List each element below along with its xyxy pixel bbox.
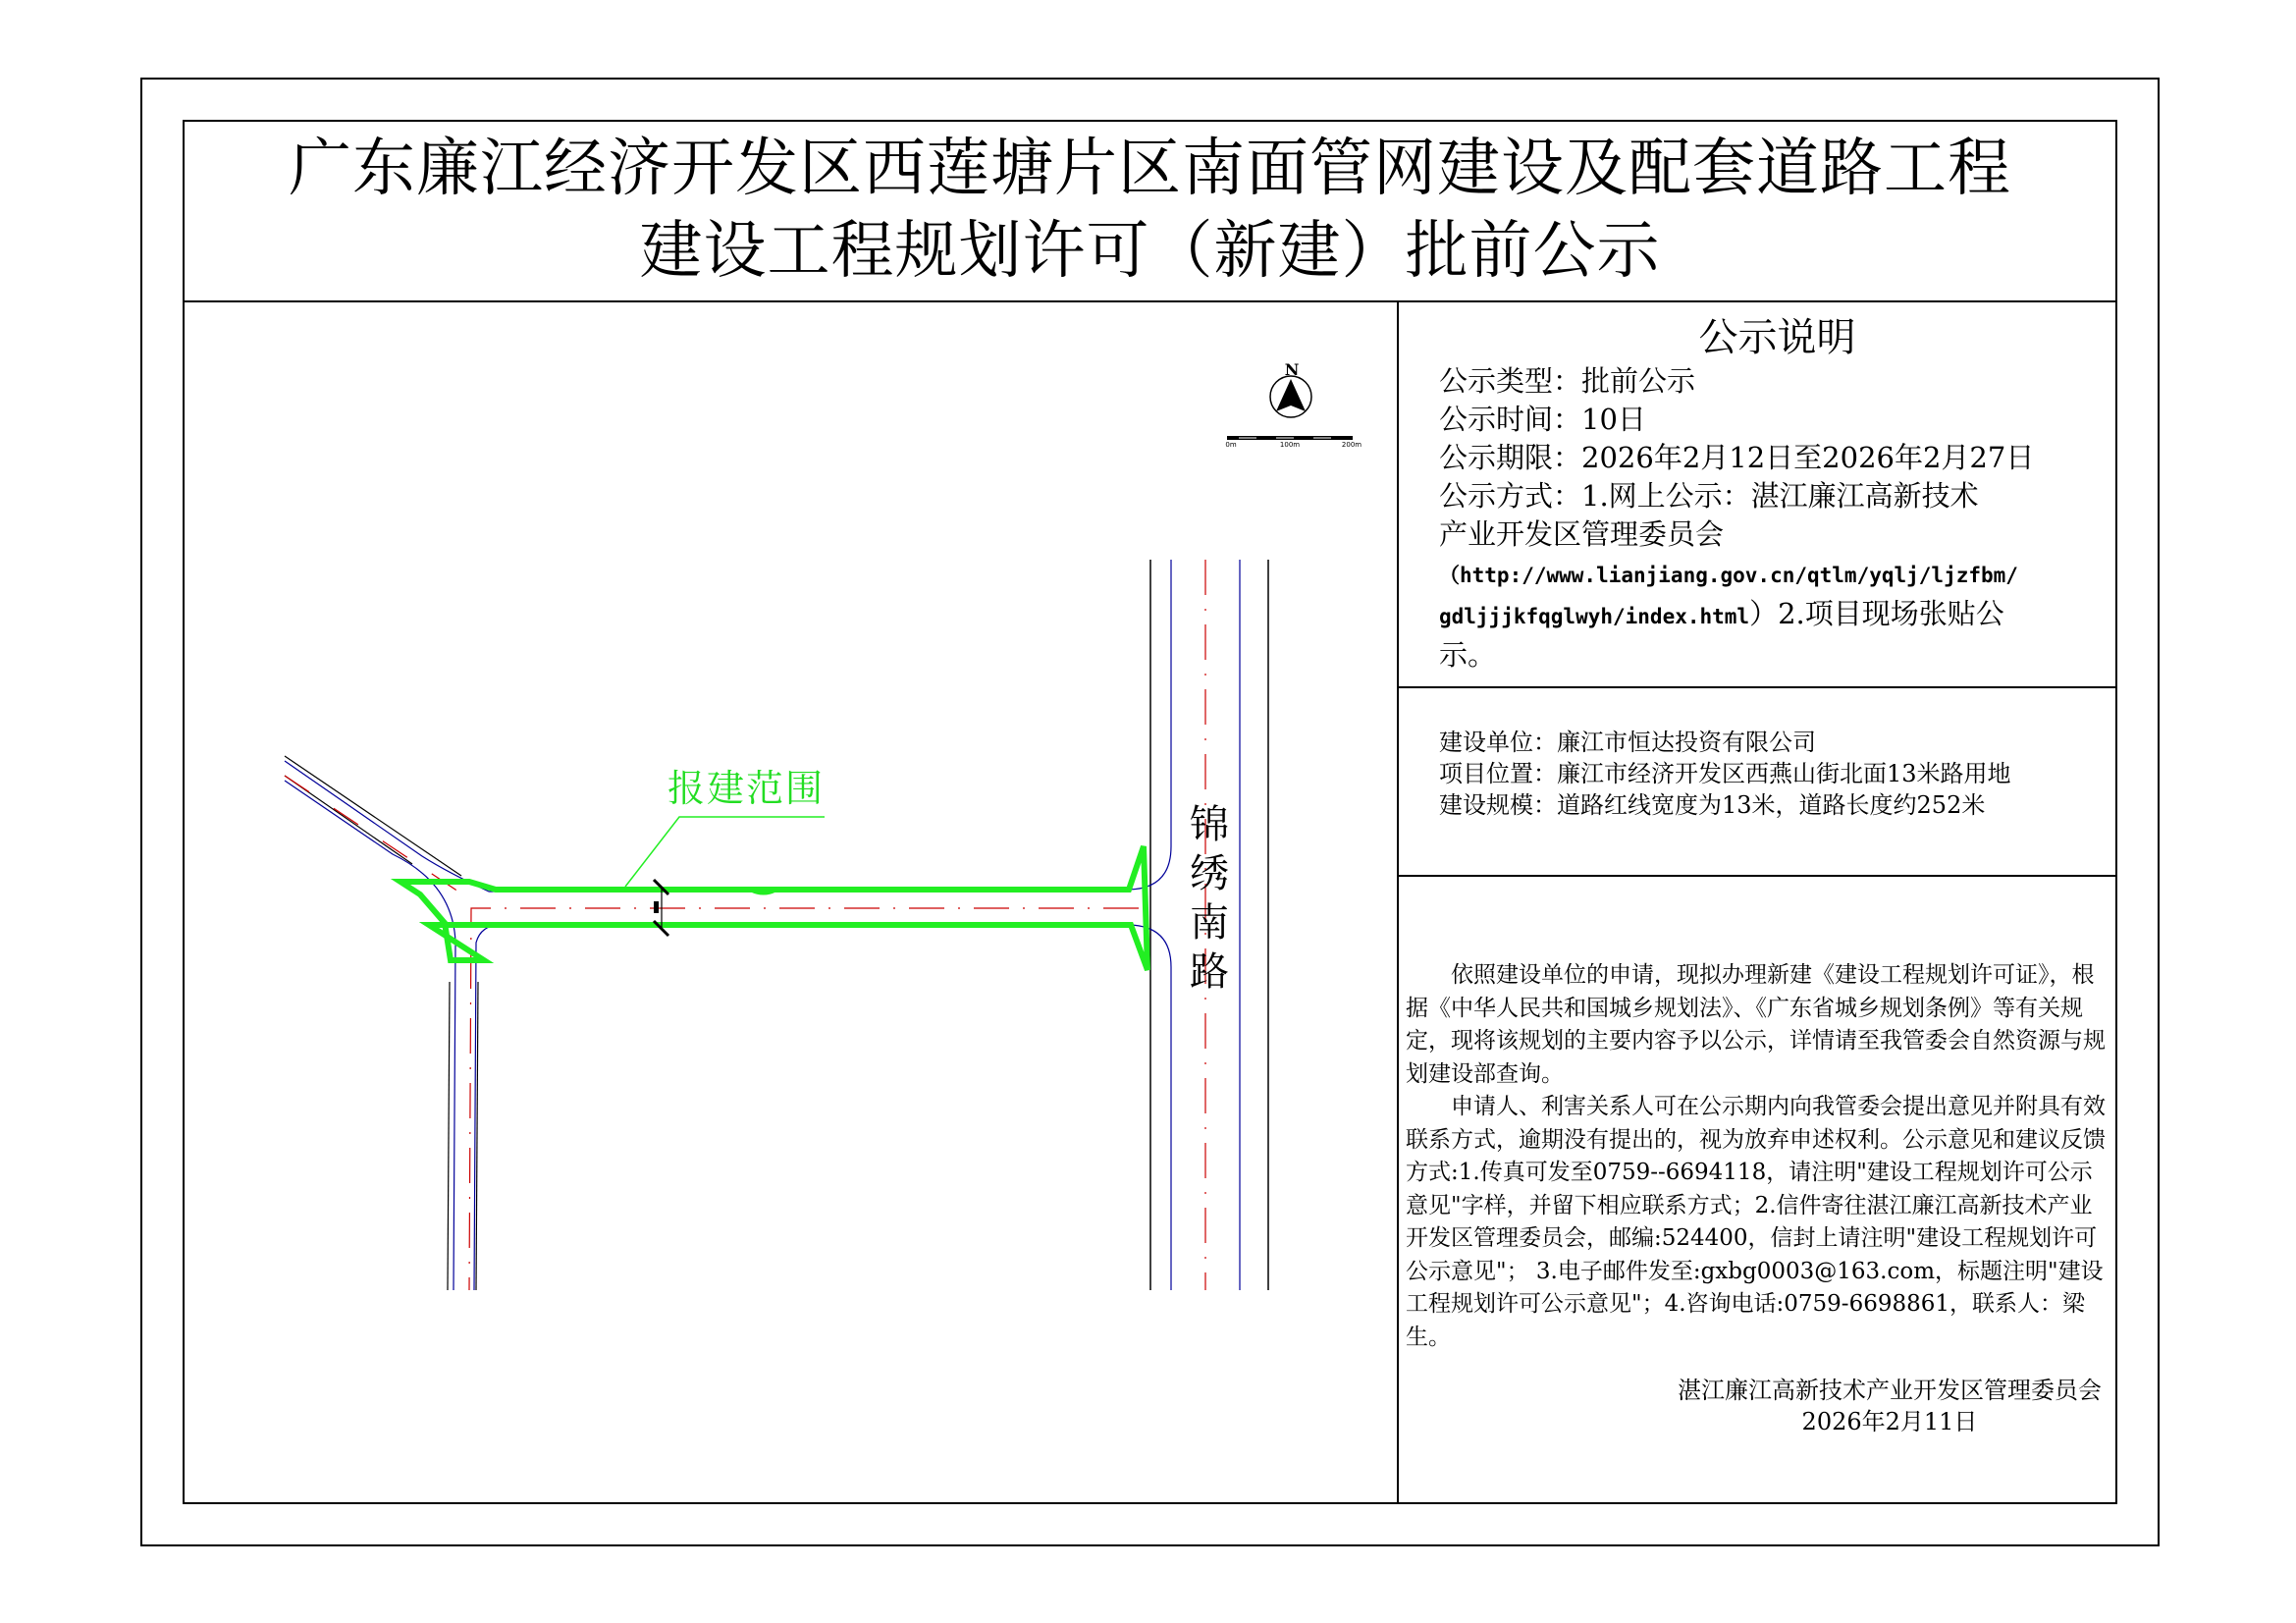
- project-location-value: 廉江市经济开发区西燕山街北面13米路用地: [1557, 760, 2011, 787]
- project-unit: [1400, 727, 2115, 758]
- project-scale: [1400, 789, 2115, 821]
- project-location: [1400, 758, 2115, 789]
- notice-method-onsite: ）2.项目现场张贴公: [1749, 597, 2004, 630]
- notice-type-label: 公示类型：: [1439, 364, 1582, 398]
- notice-duration: [1400, 401, 2115, 439]
- project-unit-value: 廉江市恒达投资有限公司: [1557, 729, 1816, 756]
- page-title-line1: 广东廉江经济开发区西莲塘片区南面管网建设及配套道路工程: [289, 133, 2011, 205]
- project-unit-label: 建设单位：: [1439, 729, 1557, 756]
- scale-bar: [1225, 436, 1362, 449]
- page-title-line2: 建设工程规划许可（新建）批前公示: [639, 215, 1661, 288]
- notice-url-part2[interactable]: gdljjjkfqglwyh/index.html: [1439, 605, 1750, 628]
- construction-scope-label: 报建范围: [667, 767, 826, 810]
- notice-type-value: 批前公示: [1581, 364, 1696, 398]
- svg-text:0m: 0m: [1225, 441, 1237, 449]
- planned-road: [285, 756, 1139, 1290]
- notice-method-end: 示。: [1439, 638, 1497, 672]
- construction-scope-outline: [400, 846, 1148, 970]
- notice-heading: 公示说明: [1698, 315, 1856, 360]
- signature-org: 湛江廉江高新技术产业开发区管理委员会: [1678, 1377, 2102, 1404]
- announcement-paragraph-2: 申请人、利害关系人可在公示期内向我管委会提出意见并附具有效联系方式，逾期没有提出的，视为放弃申述权利。公示意见和建议反馈方式:1.传真可发至0759--6694118，请注明"建设工程规划许可公示意见"字样，并留下相应联系方式；2.信件寄往湛江廉江高新技术产业开发区管理委员会，邮编:524400，信封上请注明"建设工程规划许可公示意见"； 3.电子邮件发至:gxbg0003@163.com，标题注明"建设工程规划许可公示意见"；4.咨询电话:0759-6698861，联系人：梁生。: [1406, 1094, 2106, 1350]
- notice-method-label: 公示方式：: [1439, 479, 1582, 513]
- project-scale-label: 建设规模：: [1439, 791, 1557, 819]
- notice-type: [1400, 362, 2115, 401]
- notice-url-line1: [1400, 554, 2115, 595]
- svg-text:100m: 100m: [1279, 441, 1301, 449]
- notice-duration-value: 10日: [1581, 403, 1646, 436]
- svg-text:200m: 200m: [1341, 441, 1362, 449]
- project-info-panel: [1400, 727, 2115, 821]
- vertical-divider: [1397, 301, 1399, 1504]
- notice-method-value: 1.网上公示：湛江廉江高新技术: [1581, 479, 1979, 513]
- title-block: [183, 120, 2117, 302]
- notice-period-value: 2026年2月12日至2026年2月27日: [1581, 441, 2035, 474]
- notice-url-part1[interactable]: （http://www.lianjiang.gov.cn/qtlm/yqlj/ljzfbm/: [1439, 564, 2018, 587]
- divider-info-project: [1398, 686, 2117, 688]
- project-scale-value: 道路红线宽度为13米，道路长度约252米: [1557, 791, 1986, 819]
- notice-url-line2: [1400, 595, 2115, 636]
- announcement-panel: [1400, 959, 2115, 1354]
- notice-period-label: 公示期限：: [1439, 441, 1582, 474]
- notice-info-panel: [1400, 303, 2115, 675]
- divider-project-announcement: [1398, 875, 2117, 877]
- svg-text:N: N: [1284, 360, 1300, 379]
- notice-method: [1400, 477, 2115, 515]
- scope-leader-line: [625, 817, 825, 887]
- announcement-body: [1400, 959, 2112, 1354]
- notice-period: [1400, 439, 2115, 477]
- signature-block: [1659, 1375, 2120, 1437]
- project-location-label: 项目位置：: [1439, 760, 1557, 787]
- notice-method-org: 产业开发区管理委员会: [1439, 517, 1725, 551]
- announcement-paragraph-1: 依照建设单位的申请，现拟办理新建《建设工程规划许可证》，根据《中华人民共和国城乡规划法》、《广东省城乡规划条例》等有关规定，现将该规划的主要内容予以公示，详情请至我管委会自然资源与规划建设部查询。: [1406, 962, 2106, 1087]
- road-name-label: 锦绣南路: [1190, 802, 1229, 995]
- north-arrow-icon: [1270, 360, 1311, 417]
- signature-date: 2026年2月11日: [1801, 1408, 1978, 1435]
- notice-duration-label: 公示时间：: [1439, 403, 1582, 436]
